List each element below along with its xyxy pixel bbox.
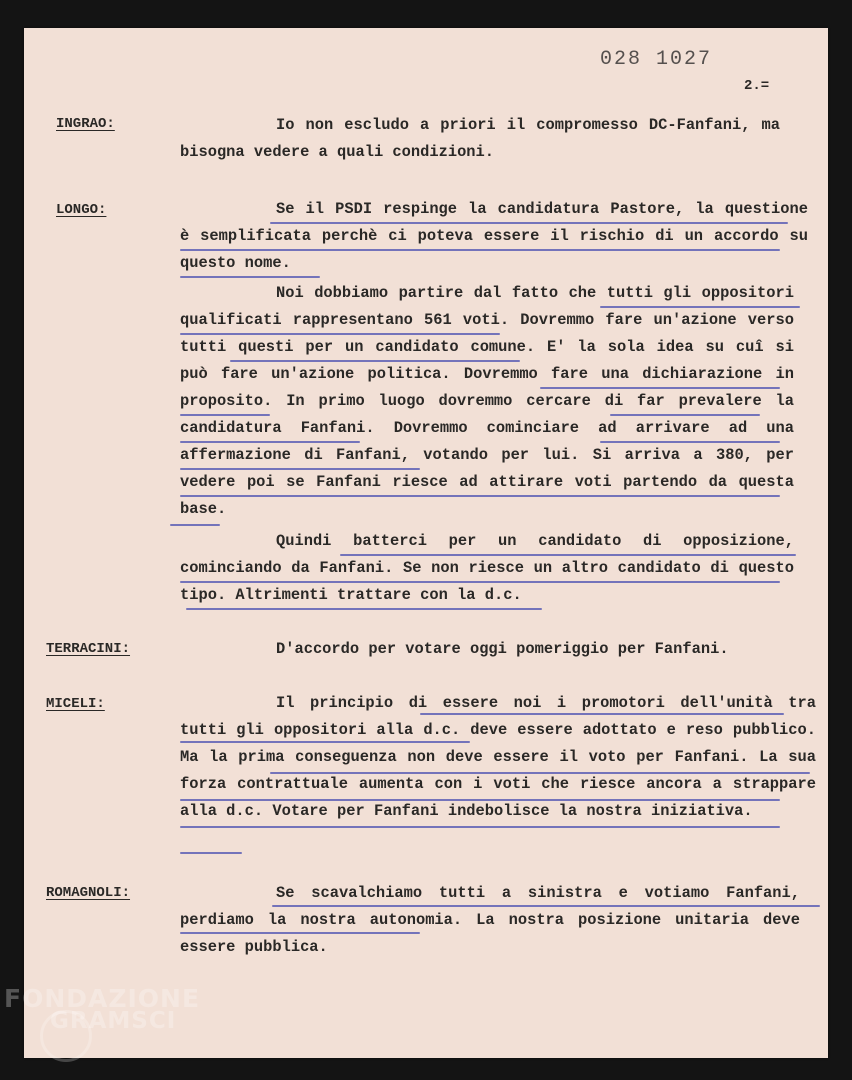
annotation-underline xyxy=(272,905,820,907)
annotation-underline xyxy=(180,333,500,335)
annotation-underline xyxy=(230,360,520,362)
annotation-underline xyxy=(420,713,784,715)
paragraph-longo-2: Noi dobbiamo partire dal fatto che tutti gli oppositori qualificati rappresentano 561 voti. Dovremmo fare un'azione verso tutti questi per un candidato comune. E' la sola idea su cuî si può fare un'azione politica. Dovremmo fare una dichiarazione in proposito. In primo luogo dovremmo cercare di far prevalere la candidatura Fanfani. Dovremmo cominciare ad arrivare ad una affermazione di Fanfani, votando per lui. Si arriva a 380, per vedere poi se Fanfani riesce ad attirare voti partendo da questa base. xyxy=(180,284,794,518)
annotation-underline xyxy=(180,414,270,416)
annotation-underline xyxy=(180,249,780,251)
annotation-underline xyxy=(180,468,420,470)
annotation-underline xyxy=(340,554,796,556)
speaker-terracini: TERRACINI: xyxy=(46,641,131,657)
paragraph-terracini-1: D'accordo per votare oggi pomeriggio per Fanfani. xyxy=(276,640,729,658)
annotation-underline xyxy=(270,222,788,224)
paragraph-longo-3: Quindi batterci per un candidato di opposizione, cominciando da Fanfani. Se non riesce un altro candidato di questo tipo. Altrimenti trattare con la d.c. xyxy=(180,532,794,604)
annotation-underline xyxy=(600,441,780,443)
page-number: 2.= xyxy=(744,78,770,94)
paragraph-longo-1: Se il PSDI respinge la candidatura Pastore, la questione è semplificata perchè ci poteva essere il rischio di un accordo su questo nome. xyxy=(180,200,808,272)
fondazione-watermark: FONDAZIONE GRAMSCI xyxy=(4,984,201,1034)
annotation-underline xyxy=(180,276,320,278)
paragraph-ingrao-1: Io non escludo a priori il compromesso DC-Fanfani, ma bisogna vedere a quali condizioni. xyxy=(180,116,780,161)
paragraph-miceli-1: Il principio di essere noi i promotori dell'unità tra tutti gli oppositori alla d.c. deve essere adottato e reso pubblico. Ma la prima conseguenza non deve essere il voto per Fanfani. La sua forza contrattuale aumenta con i voti che riesce ancora a strappare alla d.c. Votare per Fanfani indebolisce la nostra iniziativa. xyxy=(180,694,816,820)
annotation-underline xyxy=(540,387,780,389)
speaker-longo: LONGO: xyxy=(56,202,107,218)
annotation-underline xyxy=(180,495,780,497)
annotation-underline xyxy=(186,608,542,610)
paragraph-romagnoli-1: Se scavalchiamo tutti a sinistra e votiamo Fanfani, perdiamo la nostra autonomia. La nostra posizione unitaria deve essere pubblica. xyxy=(180,884,800,956)
annotation-underline xyxy=(610,414,760,416)
speaker-miceli: MICELI: xyxy=(46,696,105,712)
annotation-underline xyxy=(170,524,220,526)
annotation-underline xyxy=(180,441,360,443)
annotation-underline xyxy=(180,852,242,854)
annotation-underline xyxy=(600,306,800,308)
speaker-romagnoli: ROMAGNOLI: xyxy=(46,885,131,901)
annotation-underline xyxy=(270,772,810,774)
annotation-underline xyxy=(180,581,780,583)
archive-number-stamp: 028 1027 xyxy=(600,48,713,71)
annotation-underline xyxy=(180,799,780,801)
annotation-underline xyxy=(180,932,420,934)
annotation-underline xyxy=(180,741,470,743)
annotation-underline xyxy=(180,826,780,828)
speaker-ingrao: INGRAO: xyxy=(56,116,115,132)
